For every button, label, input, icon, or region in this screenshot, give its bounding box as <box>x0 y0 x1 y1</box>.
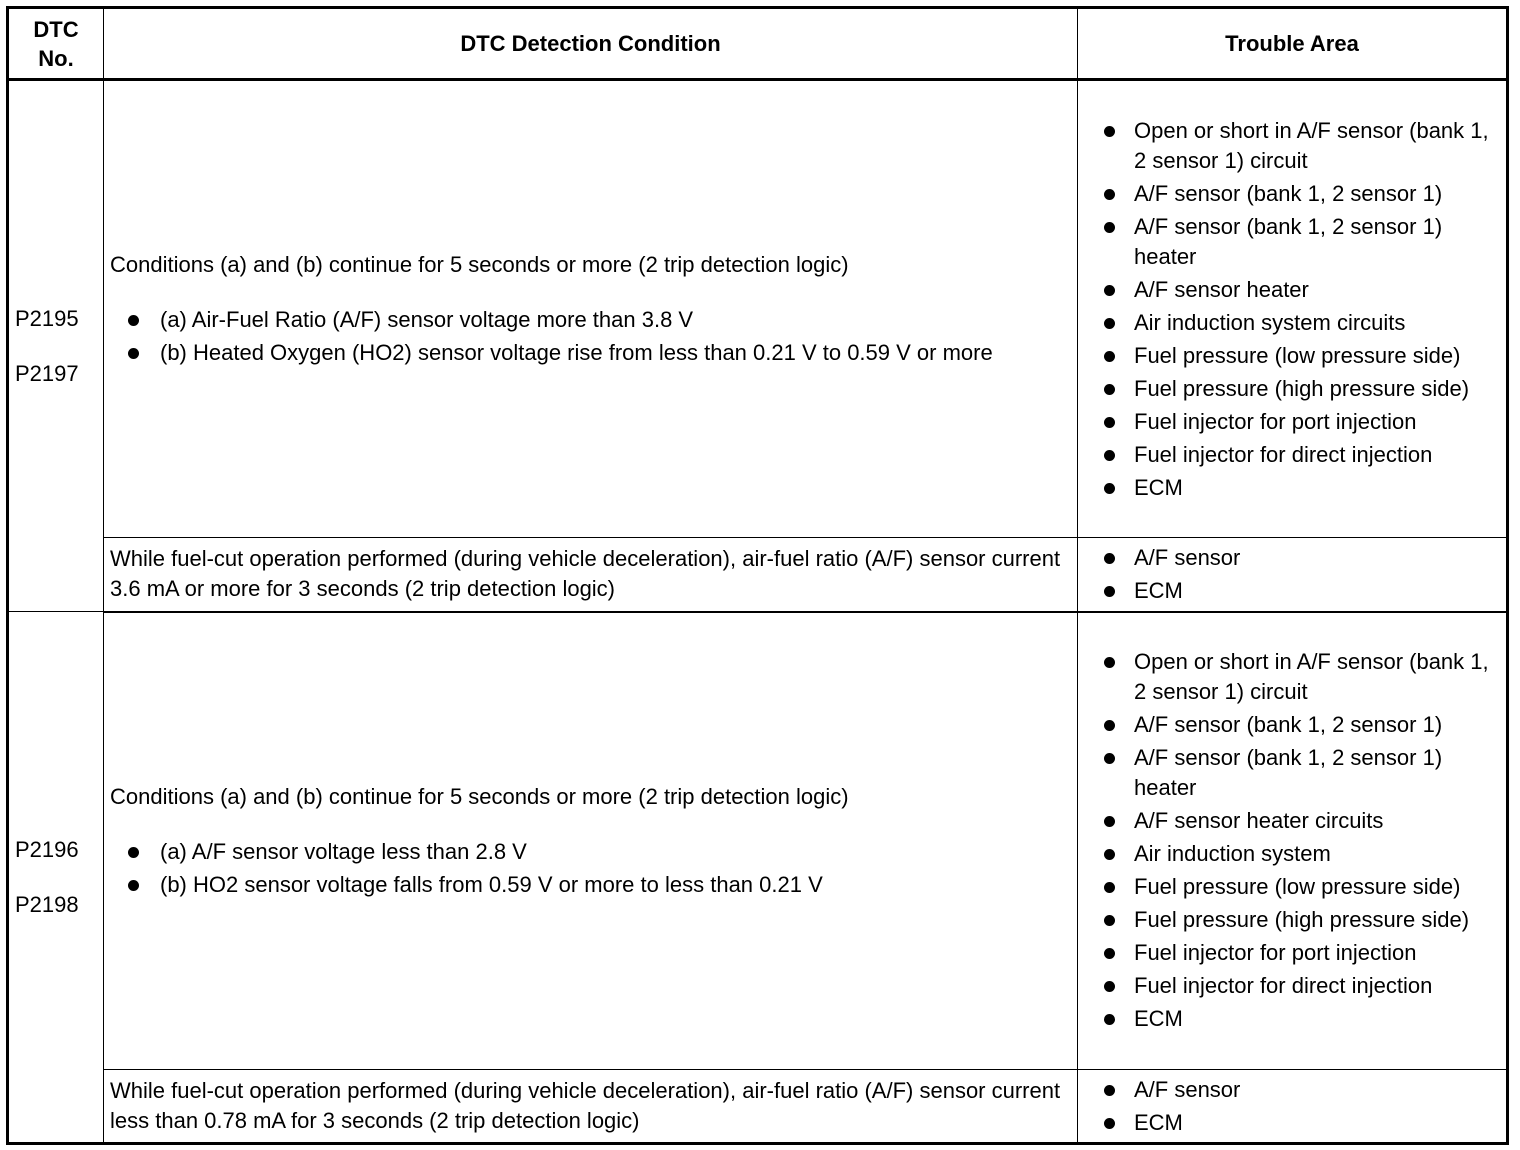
table-row <box>8 538 1508 612</box>
trouble-area-item: A/F sensor (bank 1, 2 sensor 1) <box>1084 179 1500 209</box>
trouble-area-item: Air induction system circuits <box>1084 308 1500 338</box>
condition-cell: While fuel-cut operation performed (during vehicle deceleration), air-fuel ratio (A/F) sensor current 3.6 mA or more for 3 seconds (2 trip detection logic) <box>104 538 1078 612</box>
dtc-code: P2197 <box>15 360 79 386</box>
condition-intro: Conditions (a) and (b) continue for 5 seconds or more (2 trip detection logic) <box>110 252 849 277</box>
trouble-area-item: Fuel injector for port injection <box>1084 407 1500 437</box>
trouble-area-item: A/F sensor heater <box>1084 275 1500 305</box>
trouble-area-item: Fuel pressure (low pressure side) <box>1084 872 1500 902</box>
dtc-table <box>6 6 1509 1145</box>
trouble-area-item: ECM <box>1084 473 1500 503</box>
table-row <box>8 612 1508 1070</box>
condition-list <box>110 305 1071 368</box>
condition-item: (a) A/F sensor voltage less than 2.8 V <box>110 837 1071 867</box>
table-row <box>8 1070 1508 1144</box>
trouble-area-item: ECM <box>1084 1108 1500 1138</box>
condition-cell: While fuel-cut operation performed (during vehicle deceleration), air-fuel ratio (A/F) sensor current less than 0.78 mA for 3 seconds (2 trip detection logic) <box>104 1070 1078 1144</box>
trouble-area-item: A/F sensor <box>1084 543 1500 573</box>
header-trouble-area: Trouble Area <box>1078 8 1508 80</box>
dtc-code-cell <box>8 80 104 612</box>
trouble-area-item: ECM <box>1084 1004 1500 1034</box>
trouble-area-item: A/F sensor (bank 1, 2 sensor 1) heater <box>1084 212 1500 272</box>
condition-item: (a) Air-Fuel Ratio (A/F) sensor voltage more than 3.8 V <box>110 305 1071 335</box>
table-row <box>8 80 1508 538</box>
trouble-area-item: A/F sensor (bank 1, 2 sensor 1) <box>1084 710 1500 740</box>
dtc-code: P2196 <box>15 836 79 862</box>
trouble-area-item: Fuel pressure (low pressure side) <box>1084 341 1500 371</box>
condition-item: (b) HO2 sensor voltage falls from 0.59 V or more to less than 0.21 V <box>110 870 1071 900</box>
condition-cell <box>104 612 1078 1070</box>
trouble-area-item: Fuel injector for direct injection <box>1084 971 1500 1001</box>
trouble-area-cell <box>1078 80 1508 538</box>
trouble-area-item: A/F sensor (bank 1, 2 sensor 1) heater <box>1084 743 1500 803</box>
trouble-area-cell <box>1078 1070 1508 1144</box>
header-condition: DTC Detection Condition <box>104 8 1078 80</box>
trouble-area-item: ECM <box>1084 576 1500 606</box>
trouble-area-cell <box>1078 538 1508 612</box>
trouble-area-list <box>1084 116 1500 503</box>
trouble-area-item: Fuel pressure (high pressure side) <box>1084 905 1500 935</box>
condition-list <box>110 837 1071 900</box>
trouble-area-list <box>1084 1075 1500 1138</box>
trouble-area-item: A/F sensor <box>1084 1075 1500 1105</box>
trouble-area-item: Air induction system <box>1084 839 1500 869</box>
dtc-code-cell <box>8 612 104 1144</box>
trouble-area-list <box>1084 543 1500 606</box>
dtc-code: P2198 <box>15 891 79 917</box>
header-row <box>8 8 1508 80</box>
trouble-area-item: Open or short in A/F sensor (bank 1, 2 sensor 1) circuit <box>1084 647 1500 707</box>
trouble-area-item: Open or short in A/F sensor (bank 1, 2 sensor 1) circuit <box>1084 116 1500 176</box>
trouble-area-item: Fuel injector for direct injection <box>1084 440 1500 470</box>
trouble-area-item: A/F sensor heater circuits <box>1084 806 1500 836</box>
trouble-area-item: Fuel pressure (high pressure side) <box>1084 374 1500 404</box>
trouble-area-cell <box>1078 612 1508 1070</box>
trouble-area-list <box>1084 647 1500 1034</box>
condition-intro: Conditions (a) and (b) continue for 5 seconds or more (2 trip detection logic) <box>110 783 849 809</box>
condition-cell <box>104 80 1078 538</box>
trouble-area-item: Fuel injector for port injection <box>1084 938 1500 968</box>
header-dtc-no: DTC No. <box>8 8 104 80</box>
condition-item: (b) Heated Oxygen (HO2) sensor voltage rise from less than 0.21 V to 0.59 V or more <box>110 338 1071 368</box>
dtc-code: P2195 <box>15 305 79 331</box>
